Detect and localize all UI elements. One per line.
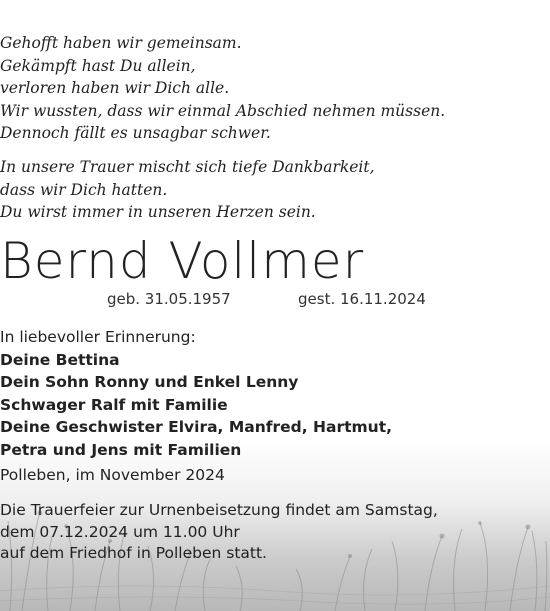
funeral-line: dem 07.12.2024 um 11.00 Uhr xyxy=(0,522,240,541)
poem-line: Gekämpft hast Du allein, xyxy=(0,56,196,75)
poem-line: In unsere Trauer mischt sich tiefe Dankbarkeit, xyxy=(0,158,375,176)
place-and-date: Polleben, im November 2024 xyxy=(0,466,225,484)
funeral-details xyxy=(0,500,550,565)
deceased-name: Bernd Vollmer xyxy=(0,232,365,290)
poem-verse-1 xyxy=(0,32,550,145)
poem-line: verloren haben wir Dich alle. xyxy=(0,79,230,97)
mourner-line: Deine Bettina xyxy=(0,350,120,369)
poem-line: Dennoch fällt es unsagbar schwer. xyxy=(0,124,271,142)
funeral-line: auf dem Friedhof in Polleben statt. xyxy=(0,544,267,562)
funeral-line: Die Trauerfeier zur Urnenbeisetzung findet am Samstag, xyxy=(0,501,438,519)
mourner-line: Petra und Jens mit Familien xyxy=(0,440,242,459)
mourner-line: Deine Geschwister Elvira, Manfred, Hartmut, xyxy=(0,418,393,436)
poem-line: Du wirst immer in unseren Herzen sein. xyxy=(0,203,316,221)
poem-verse-2 xyxy=(0,156,550,224)
mourner-line: Schwager Ralf mit Familie xyxy=(0,395,228,414)
poem-line: Wir wussten, dass wir einmal Abschied nehmen müssen. xyxy=(0,101,446,120)
remembrance-intro: In liebevoller Erinnerung: xyxy=(0,328,196,346)
poem-line: Gehofft haben wir gemeinsam. xyxy=(0,34,242,52)
poem-line: dass wir Dich hatten. xyxy=(0,180,168,199)
birth-date: geb. 31.05.1957 xyxy=(107,290,231,308)
mourners-block xyxy=(0,326,550,461)
death-date: gest. 16.11.2024 xyxy=(298,290,426,308)
mourner-line: Dein Sohn Ronny und Enkel Lenny xyxy=(0,373,299,391)
